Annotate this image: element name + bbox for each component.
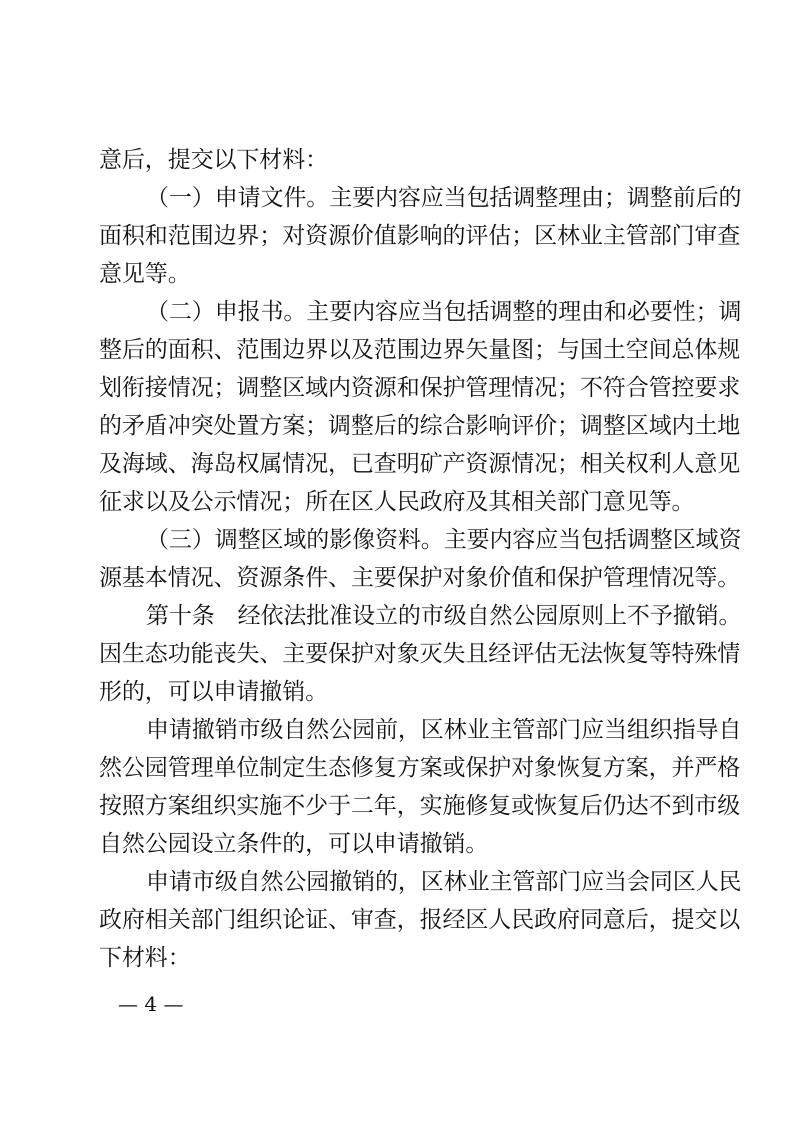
- paragraph-line: 政府相关部门组织论证、审查，报经区人民政府同意后，提交以: [99, 907, 741, 933]
- paragraph-line: 整后的面积、范围边界以及范围边界矢量图；与国土空间总体规: [99, 337, 741, 363]
- paragraph-line: 自然公园设立条件的，可以申请撤销。: [99, 831, 489, 857]
- paragraph-line: 征求以及公示情况；所在区人民政府及其相关部门意见等。: [99, 489, 695, 515]
- paragraph-line: 意后，提交以下材料：: [99, 147, 329, 173]
- paragraph-line: （一）申请文件。主要内容应当包括调整理由；调整前后的: [146, 185, 742, 211]
- paragraph-line: （三）调整区域的影像资料。主要内容应当包括调整区域资: [146, 527, 742, 553]
- paragraph-line: 面积和范围边界；对资源价值影响的评估；区林业主管部门审查: [99, 223, 741, 249]
- paragraph-line: 形的，可以申请撤销。: [99, 679, 329, 705]
- paragraph-line: 按照方案组织实施不少于二年，实施修复或恢复后仍达不到市级: [99, 793, 741, 819]
- paragraph-line: 因生态功能丧失、主要保护对象灭失且经评估无法恢复等特殊情: [99, 641, 741, 667]
- paragraph-line: 源基本情况、资源条件、主要保护对象价值和保护管理情况等。: [99, 565, 741, 591]
- paragraph-line: 申请市级自然公园撤销的，区林业主管部门应当会同区人民: [146, 869, 742, 895]
- paragraph-line: 第十条 经依法批准设立的市级自然公园原则上不予撤销。: [146, 603, 742, 629]
- paragraph-line: 意见等。: [99, 261, 191, 287]
- paragraph-line: 及海域、海岛权属情况，已查明矿产资源情况；相关权利人意见: [99, 451, 741, 477]
- paragraph-line: 的矛盾冲突处置方案；调整后的综合影响评价；调整区域内土地: [99, 413, 741, 439]
- paragraph-line: 下材料：: [99, 945, 191, 971]
- page-number: — 4 —: [118, 992, 184, 1016]
- paragraph-line: 然公园管理单位制定生态修复方案或保护对象恢复方案，并严格: [99, 755, 741, 781]
- paragraph-line: （二）申报书。主要内容应当包括调整的理由和必要性；调: [146, 299, 742, 325]
- paragraph-line: 申请撤销市级自然公园前，区林业主管部门应当组织指导自: [146, 717, 742, 743]
- paragraph-line: 划衔接情况；调整区域内资源和保护管理情况；不符合管控要求: [99, 375, 741, 401]
